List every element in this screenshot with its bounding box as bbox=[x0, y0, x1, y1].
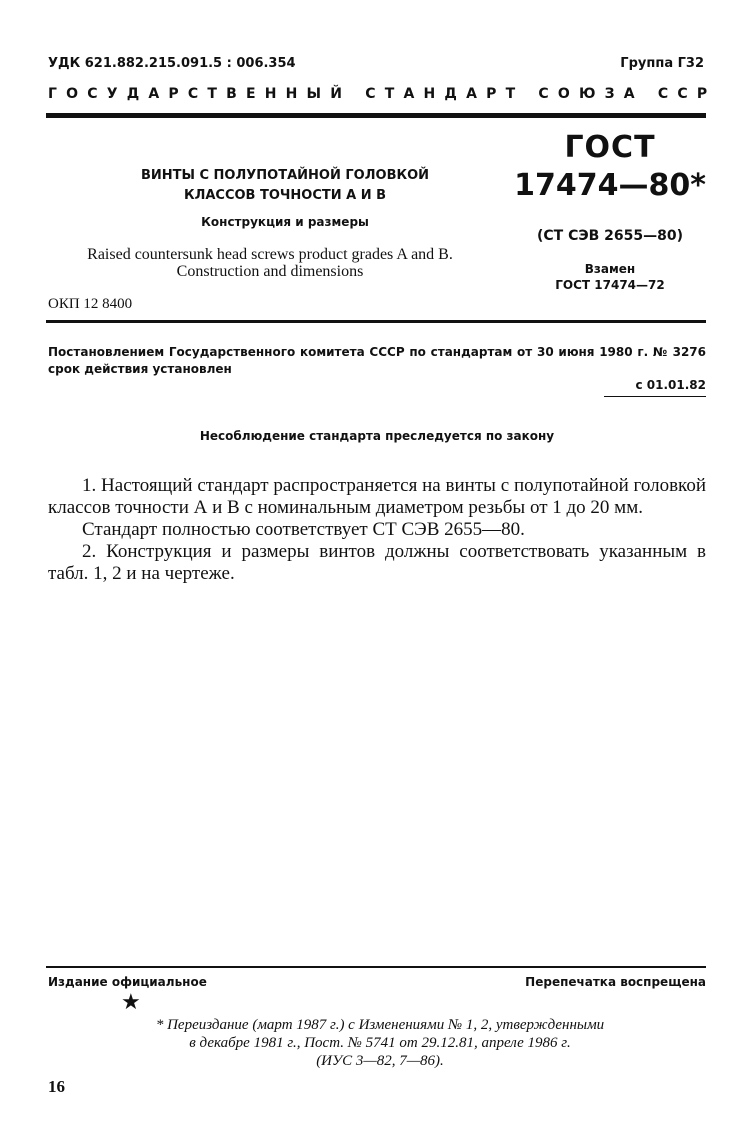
state-standard-heading: ГОСУДАРСТВЕННЫЙ СТАНДАРТ СОЮЗА ССР bbox=[48, 86, 717, 102]
main-text bbox=[48, 475, 706, 585]
gost-label: ГОСТ bbox=[564, 130, 656, 165]
footnote-line-2: в декабре 1981 г., Пост. № 5741 от 29.12.81, апреле 1986 г. bbox=[189, 1035, 571, 1051]
paragraph-3: 2. Конструкция и размеры винтов должны соответствовать указанным в табл. 1, 2 и на чертеже. bbox=[48, 541, 706, 584]
valid-from-date: с 01.01.82 bbox=[635, 378, 706, 392]
title-russian-line-1: ВИНТЫ С ПОЛУПОТАЙНОЙ ГОЛОВКОЙ bbox=[140, 168, 430, 183]
reprint-prohibited-label: Перепечатка воспрещена bbox=[525, 975, 706, 989]
valid-from-underline bbox=[604, 396, 706, 397]
header-rule bbox=[46, 113, 706, 118]
title-english-line-1: Raised countersunk head screws product grades A and B. bbox=[87, 246, 453, 263]
footer-rule bbox=[46, 966, 706, 968]
footnote-line-3: (ИУС 3—82, 7—86). bbox=[316, 1053, 444, 1069]
star-icon: ★ bbox=[121, 990, 141, 1015]
decree-text: Постановлением Государственного комитета СССР по стандартам от 30 июня 1980 г. № 3276 срок действия установлен bbox=[48, 345, 706, 376]
footnote-line-1: * Переиздание (март 1987 г.) с Изменениями № 1, 2, утвержденными bbox=[155, 1017, 605, 1033]
official-edition-label: Издание официальное bbox=[48, 975, 207, 989]
subtitle-russian: Конструкция и размеры bbox=[201, 215, 369, 229]
replaced-gost: ГОСТ 17474—72 bbox=[555, 278, 665, 292]
udk-code: УДК 621.882.215.091.5 : 006.354 bbox=[48, 56, 296, 71]
st-sev-reference: (СТ СЭВ 2655—80) bbox=[536, 228, 684, 244]
replaces-label: Взамен bbox=[584, 262, 636, 276]
paragraph-2: Стандарт полностью соответствует СТ СЭВ 2655—80. bbox=[82, 519, 525, 540]
title-english bbox=[30, 246, 510, 280]
title-english-line-2: Construction and dimensions bbox=[176, 263, 364, 280]
group-code: Группа Г32 bbox=[620, 56, 704, 71]
okp-code: ОКП 12 8400 bbox=[48, 296, 133, 312]
title-russian bbox=[100, 166, 470, 206]
gost-number: 17474—80* bbox=[514, 168, 706, 203]
paragraph-1: 1. Настоящий стандарт распространяется на винты с полупотайной головкой классов точности А и В с номинальным диаметром резьбы от 1 до 20 мм. bbox=[48, 475, 706, 518]
title-block-rule bbox=[46, 320, 706, 323]
reissue-footnote bbox=[60, 1016, 700, 1070]
legal-notice: Несоблюдение стандарта преследуется по закону bbox=[199, 429, 555, 443]
title-russian-line-2: КЛАССОВ ТОЧНОСТИ А И В bbox=[183, 188, 387, 203]
page-number: 16 bbox=[48, 1077, 65, 1096]
